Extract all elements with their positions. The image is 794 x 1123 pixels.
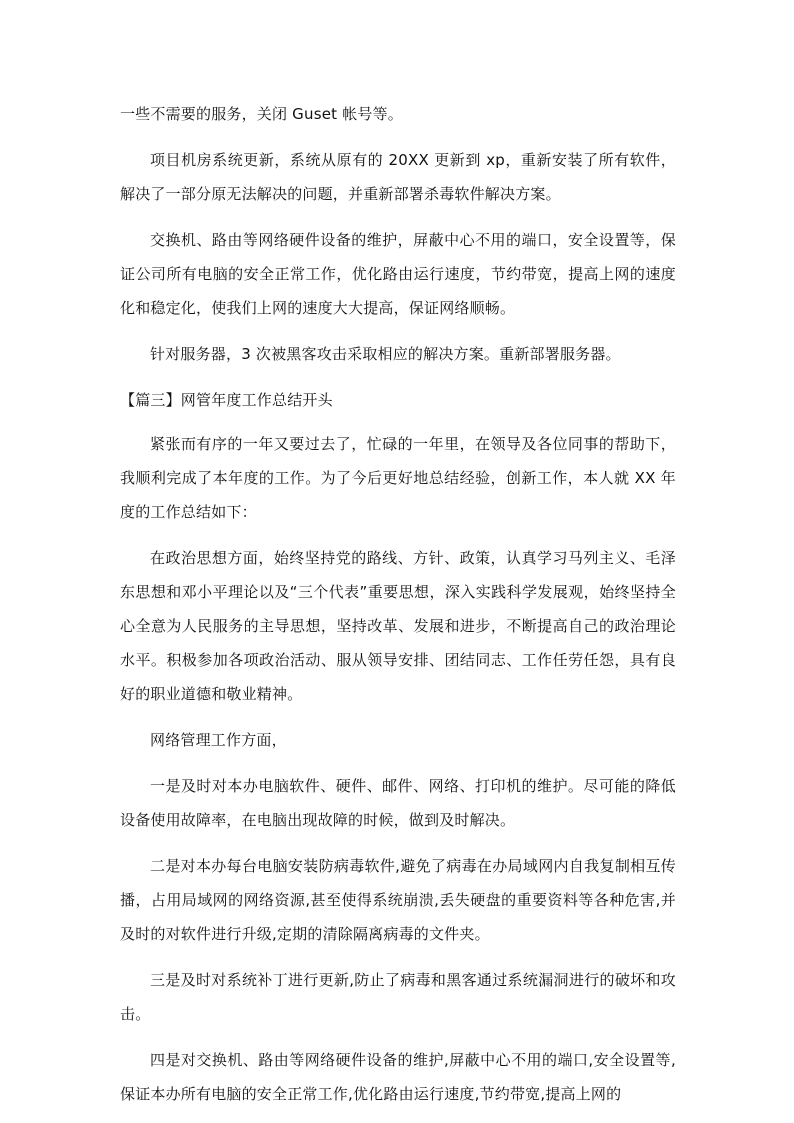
- paragraph-3: 交换机、路由等网络硬件设备的维护，屏蔽中心不用的端口，安全设置等，保证公司所有电脑的安全正常工作，优化路由运行速度，节约带宽，提高上网的速度化和稳定化，使我们上网的速度大大提高，保证网络顺畅。: [120, 231, 676, 317]
- paragraph-10: 二是对本办每台电脑安装防病毒软件,避免了病毒在办局域网内自我复制相互传播，占用局域网的网络资源,甚至使得系统崩溃,丢失硬盘的重要资料等各种危害,并及时的对软件进行升级,定期的清除隔离病毒的文件夹。: [120, 857, 676, 943]
- paragraph-12: 四是对交换机、路由等网络硬件设备的维护,屏蔽中心不用的端口,安全设置等,保证本办所有电脑的安全正常工作,优化路由运行速度,节约带宽,提高上网的: [120, 1051, 676, 1103]
- paragraph-8: 网络管理工作方面，: [150, 731, 287, 749]
- paragraph-4: 针对服务器，3 次被黑客攻击采取相应的解决方案。重新部署服务器。: [150, 345, 621, 363]
- paragraph-9: 一是及时对本办电脑软件、硬件、邮件、网络、打印机的维护。尽可能的降低设备使用故障率，在电脑出现故障的时候，做到及时解决。: [120, 777, 676, 829]
- paragraph-11: 三是及时对系统补丁进行更新,防止了病毒和黑客通过系统漏洞进行的破坏和攻击。: [120, 971, 676, 1023]
- paragraph-1: 一些不需要的服务，关闭 Guset 帐号等。: [120, 105, 403, 123]
- section-heading: 【篇三】网管年度工作总结开头: [120, 391, 333, 409]
- paragraph-2: 项目机房系统更新，系统从原有的 20XX 更新到 xp，重新安装了所有软件，解决了一部分原无法解决的问题，并重新部署杀毒软件解决方案。: [120, 151, 676, 203]
- document-body: [120, 97, 676, 1123]
- paragraph-7: 在政治思想方面，始终坚持党的路线、方针、政策，认真学习马列主义、毛泽东思想和邓小平理论以及“三个代表”重要思想，深入实践科学发展观，始终坚持全心全意为人民服务的主导思想，坚持改革、发展和进步，不断提高自己的政治理论水平。积极参加各项政治活动、服从领导安排、团结同志、工作任劳任怨，具有良好的职业道德和敬业精神。: [120, 549, 676, 703]
- paragraph-6: 紧张而有序的一年又要过去了，忙碌的一年里，在领导及各位同事的帮助下，我顺利完成了本年度的工作。为了今后更好地总结经验，创新工作，本人就 XX 年度的工作总结如下：: [120, 435, 676, 521]
